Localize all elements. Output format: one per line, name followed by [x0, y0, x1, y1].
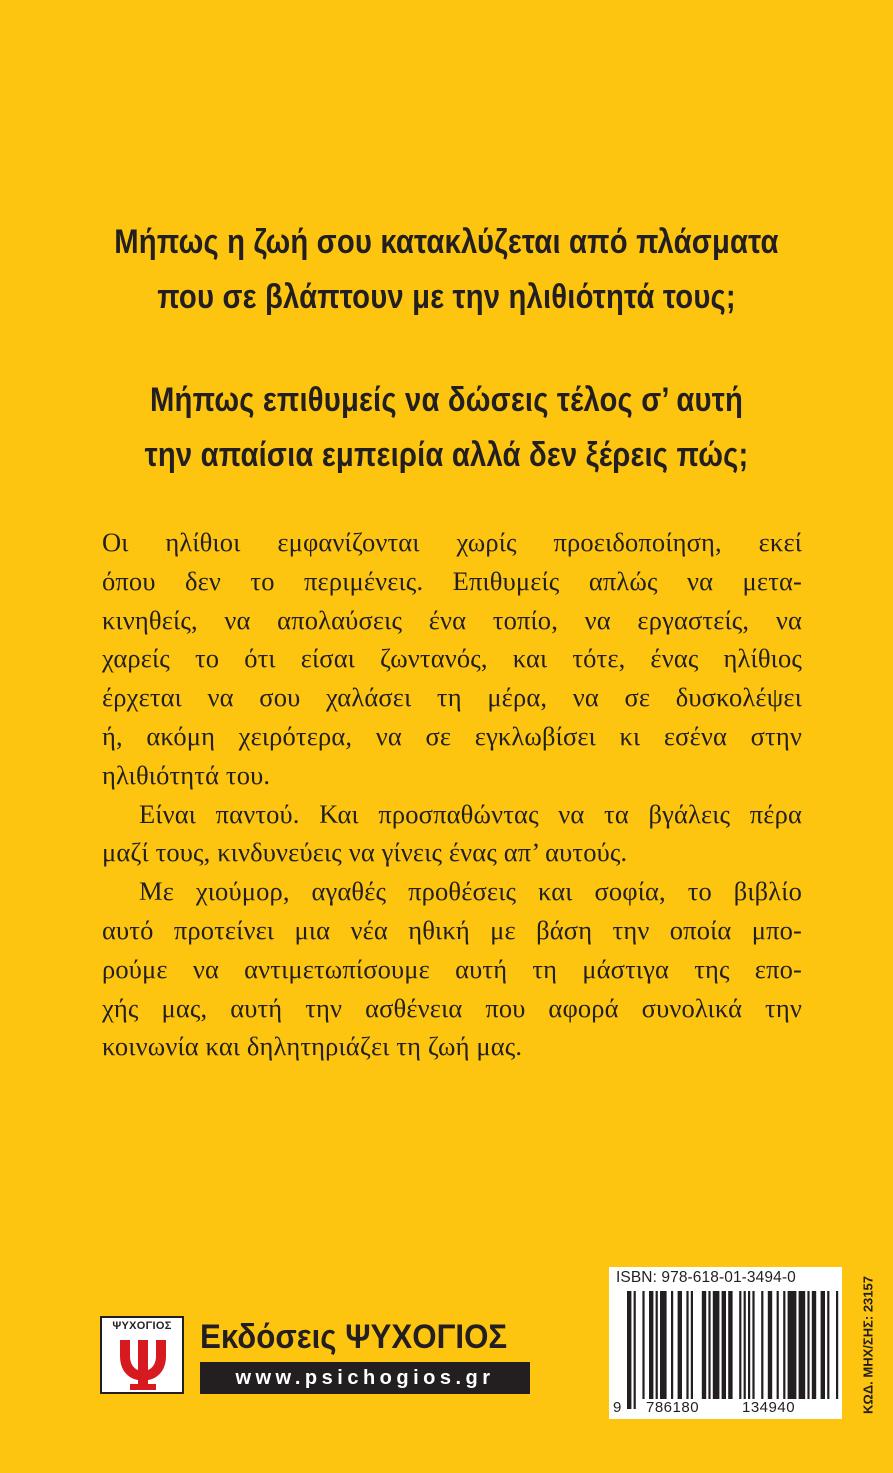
barcode-bar [752, 1291, 754, 1399]
text-line: κοινωνία και δηλητηριάζει τη ζωή μας. [102, 1031, 523, 1062]
publisher-url[interactable]: www.psichogios.gr [200, 1362, 530, 1394]
barcode-bar [761, 1291, 763, 1399]
barcode-bar [656, 1291, 658, 1399]
barcode-bar [691, 1291, 693, 1399]
text-line: Είναι παντού. Και προσπαθώντας να τα βγάλεις πέρα [139, 798, 802, 829]
barcode-bar [744, 1291, 746, 1409]
headline-question-1 [114, 215, 779, 325]
barcode-bar [634, 1291, 636, 1409]
barcode-bar [702, 1291, 706, 1399]
text-line: Με χιούμορ, αγαθές προθέσεις και σοφία, το βιβλίο [139, 876, 802, 907]
text-line: κινηθείς, να απολαύσεις ένα τοπίο, να εργαστείς, να [102, 604, 802, 635]
headline-line: Μήπως η ζωή σου κατακλύζεται από πλάσματα [114, 223, 779, 261]
machine-code [858, 1270, 878, 1420]
publisher-logo [100, 1316, 184, 1394]
barcode-bar [678, 1291, 682, 1399]
barcode-digit-first: 9 [613, 1399, 622, 1416]
paragraph-2 [102, 795, 802, 873]
text-line: όπου δεν το περιμένεις. Επιθυμείς απλώς να μετα- [102, 565, 802, 596]
text-line: ή, ακόμη χειρότερα, να σε εγκλωβίσει κι εσένα στην [102, 720, 802, 751]
barcode-bar [836, 1291, 838, 1399]
headline-line: Μήπως επιθυμείς να δώσεις τέλος σ’ αυτή [150, 381, 743, 419]
barcode-bar [686, 1291, 688, 1399]
barcode-bar [748, 1291, 750, 1399]
barcode-bar [807, 1291, 809, 1399]
machine-code-text: ΚΩΔ. ΜΗΧ/ΣΗΣ: 23157 [860, 1276, 876, 1414]
headline-line: την απαίσια εμπειρία αλλά δεν ξέρεις πώς; [144, 436, 749, 474]
barcode-bars [609, 1291, 842, 1409]
barcode-bar [627, 1291, 631, 1409]
barcode-bar [821, 1291, 825, 1399]
barcode-digits-left: 786180 [643, 1399, 702, 1417]
barcode-bar [722, 1291, 726, 1399]
barcode-digits-right: 134940 [739, 1399, 798, 1417]
barcode-bar [788, 1291, 797, 1399]
isbn-barcode [609, 1267, 842, 1419]
publisher-name: Εκδόσεις ΨΥΧΟΓΙΟΣ [200, 1318, 508, 1356]
text-line: αυτό προτείνει μια νέα ηθική με βάση την οποία μπο- [102, 914, 802, 945]
barcode-bar [783, 1291, 785, 1399]
text-line: χαρείς το ότι είσαι ζωντανός, και τότε, ένας ηλίθιος [102, 643, 802, 674]
barcode-bar [739, 1291, 741, 1409]
paragraph-1 [102, 523, 802, 795]
text-line: χής μας, αυτή την ασθένεια που αφορά συνολικά την [102, 992, 802, 1023]
barcode-bar [708, 1291, 710, 1399]
text-line: έρχεται να σου χαλάσει τη μέρα, να σε δυσκολέψει [102, 682, 802, 713]
logo-word: ΨΥΧΟΓΙΟΣ [112, 1320, 172, 1332]
text-line: μαζί τους, κινδυνεύεις να γίνεις ένας απ’ αυτούς. [102, 837, 628, 868]
headline-line: που σε βλάπτουν με την ηλιθιότητά τους; [157, 278, 736, 316]
barcode-bar [713, 1291, 720, 1399]
barcode-bar [827, 1291, 829, 1399]
blurb-text [102, 523, 802, 1066]
barcode-bar [799, 1291, 806, 1399]
text-line: ηλιθιότητά του. [102, 759, 271, 790]
barcode-bar [660, 1291, 667, 1399]
psi-icon [116, 1334, 170, 1390]
barcode-bar [649, 1291, 653, 1399]
barcode-bar [671, 1291, 673, 1399]
barcode-bar [728, 1291, 732, 1399]
isbn-label: ISBN: 978-618-01-3494-0 [616, 1269, 796, 1286]
text-line: Οι ηλίθιοι εμφανίζονται χωρίς προειδοποίηση, εκεί [102, 527, 802, 557]
barcode-bar [777, 1291, 779, 1399]
paragraph-3 [102, 872, 802, 1066]
barcode-bar [812, 1291, 816, 1399]
publisher-block [100, 1316, 530, 1394]
headline-question-2 [114, 373, 779, 483]
barcode-bar [768, 1291, 772, 1399]
barcode-bar [642, 1291, 644, 1399]
text-line: ρούμε να αντιμετωπίσουμε αυτή τη μάστιγα της επο- [102, 953, 802, 984]
